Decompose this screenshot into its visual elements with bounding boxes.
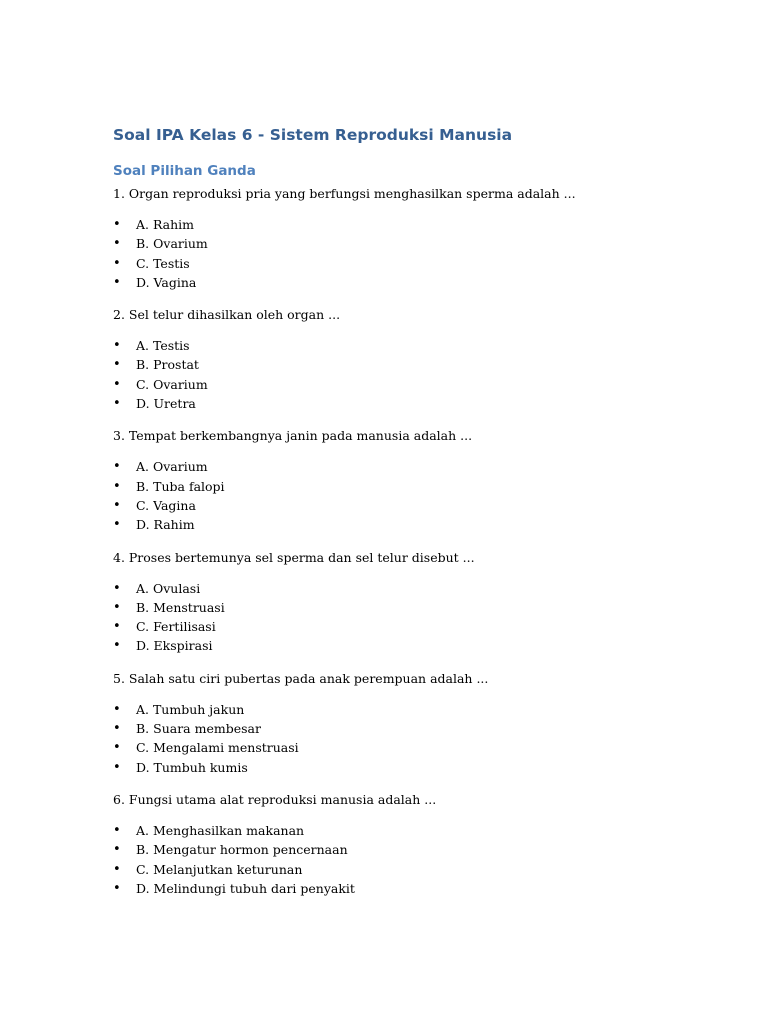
question-1-options: [113, 215, 713, 292]
option-item: [113, 336, 713, 355]
option-item: [113, 821, 713, 840]
option-item: [113, 215, 713, 234]
bullet-icon: •: [113, 376, 121, 392]
option-item: [113, 457, 713, 476]
option-label: D. Ekspirasi: [136, 638, 213, 654]
option-item: [113, 394, 713, 413]
option-label: D. Rahim: [136, 517, 195, 533]
option-label: C. Mengalami menstruasi: [136, 740, 299, 756]
bullet-icon: •: [113, 638, 121, 654]
option-item: [113, 738, 713, 757]
question-3-options: [113, 457, 713, 534]
bullet-icon: •: [113, 497, 121, 513]
option-item: [113, 617, 713, 636]
option-label: C. Melanjutkan keturunan: [136, 861, 303, 877]
option-label: D. Uretra: [136, 396, 196, 412]
bullet-icon: •: [113, 459, 121, 475]
bullet-icon: •: [113, 236, 121, 252]
option-label: B. Suara membesar: [136, 721, 261, 737]
bullet-icon: •: [113, 338, 121, 354]
option-label: A. Testis: [136, 338, 190, 354]
option-item: [113, 355, 713, 374]
option-item: [113, 477, 713, 496]
option-item: [113, 860, 713, 879]
question-2-text: 2. Sel telur dihasilkan oleh organ ...: [113, 307, 341, 323]
bullet-icon: •: [113, 822, 121, 838]
option-item: [113, 840, 713, 859]
question-5-options: [113, 700, 713, 777]
question-6-options: [113, 821, 713, 898]
option-label: C. Testis: [136, 255, 190, 271]
option-label: A. Ovulasi: [136, 580, 201, 596]
document-title: Soal IPA Kelas 6 - Sistem Reproduksi Manusia: [113, 126, 513, 144]
option-label: C. Fertilisasi: [136, 619, 216, 635]
question-5-text: 5. Salah satu ciri pubertas pada anak perempuan adalah ...: [113, 670, 489, 686]
bullet-icon: •: [113, 517, 121, 533]
option-label: D. Vagina: [136, 274, 197, 290]
option-item: [113, 234, 713, 253]
question-6-text: 6. Fungsi utama alat reproduksi manusia adalah ...: [113, 791, 437, 807]
option-label: A. Rahim: [136, 217, 195, 232]
bullet-icon: •: [113, 255, 121, 271]
bullet-icon: •: [113, 274, 121, 290]
bullet-icon: •: [113, 861, 121, 877]
option-label: A. Tumbuh jakun: [136, 701, 245, 717]
option-item: [113, 496, 713, 515]
option-item: [113, 273, 713, 292]
bullet-icon: •: [113, 842, 121, 858]
bullet-icon: •: [113, 217, 121, 232]
section-heading: Soal Pilihan Ganda: [113, 163, 256, 179]
bullet-icon: •: [113, 478, 121, 494]
option-label: D. Melindungi tubuh dari penyakit: [136, 880, 355, 896]
bullet-icon: •: [113, 880, 121, 896]
option-item: [113, 515, 713, 534]
bullet-icon: •: [113, 701, 121, 717]
option-label: D. Tumbuh kumis: [136, 759, 248, 775]
option-label: A. Ovarium: [136, 459, 208, 475]
option-label: B. Prostat: [136, 357, 199, 373]
option-item: [113, 375, 713, 394]
option-label: B. Ovarium: [136, 236, 208, 252]
option-label: A. Menghasilkan makanan: [136, 822, 305, 838]
option-item: [113, 879, 713, 898]
question-3-text: 3. Tempat berkembangnya janin pada manusia adalah ...: [113, 428, 473, 444]
bullet-icon: •: [113, 740, 121, 756]
question-2-options: [113, 336, 713, 413]
option-label: C. Vagina: [136, 497, 196, 513]
bullet-icon: •: [113, 759, 121, 775]
question-1-text: 1. Organ reproduksi pria yang berfungsi menghasilkan sperma adalah ...: [113, 186, 576, 201]
bullet-icon: •: [113, 396, 121, 412]
option-item: [113, 719, 713, 738]
document-content: [113, 124, 713, 911]
option-item: [113, 758, 713, 777]
option-item: [113, 636, 713, 655]
question-4-options: [113, 579, 713, 656]
bullet-icon: •: [113, 599, 121, 615]
option-label: B. Menstruasi: [136, 599, 225, 615]
question-4-text: 4. Proses bertemunya sel sperma dan sel telur disebut ...: [113, 549, 475, 565]
bullet-icon: •: [113, 580, 121, 596]
option-item: [113, 579, 713, 598]
bullet-icon: •: [113, 619, 121, 635]
option-item: [113, 254, 713, 273]
option-label: B. Tuba falopi: [136, 478, 225, 494]
option-item: [113, 598, 713, 617]
option-label: B. Mengatur hormon pencernaan: [136, 842, 348, 858]
option-label: C. Ovarium: [136, 376, 208, 392]
bullet-icon: •: [113, 721, 121, 737]
bullet-icon: •: [113, 357, 121, 373]
option-item: [113, 700, 713, 719]
